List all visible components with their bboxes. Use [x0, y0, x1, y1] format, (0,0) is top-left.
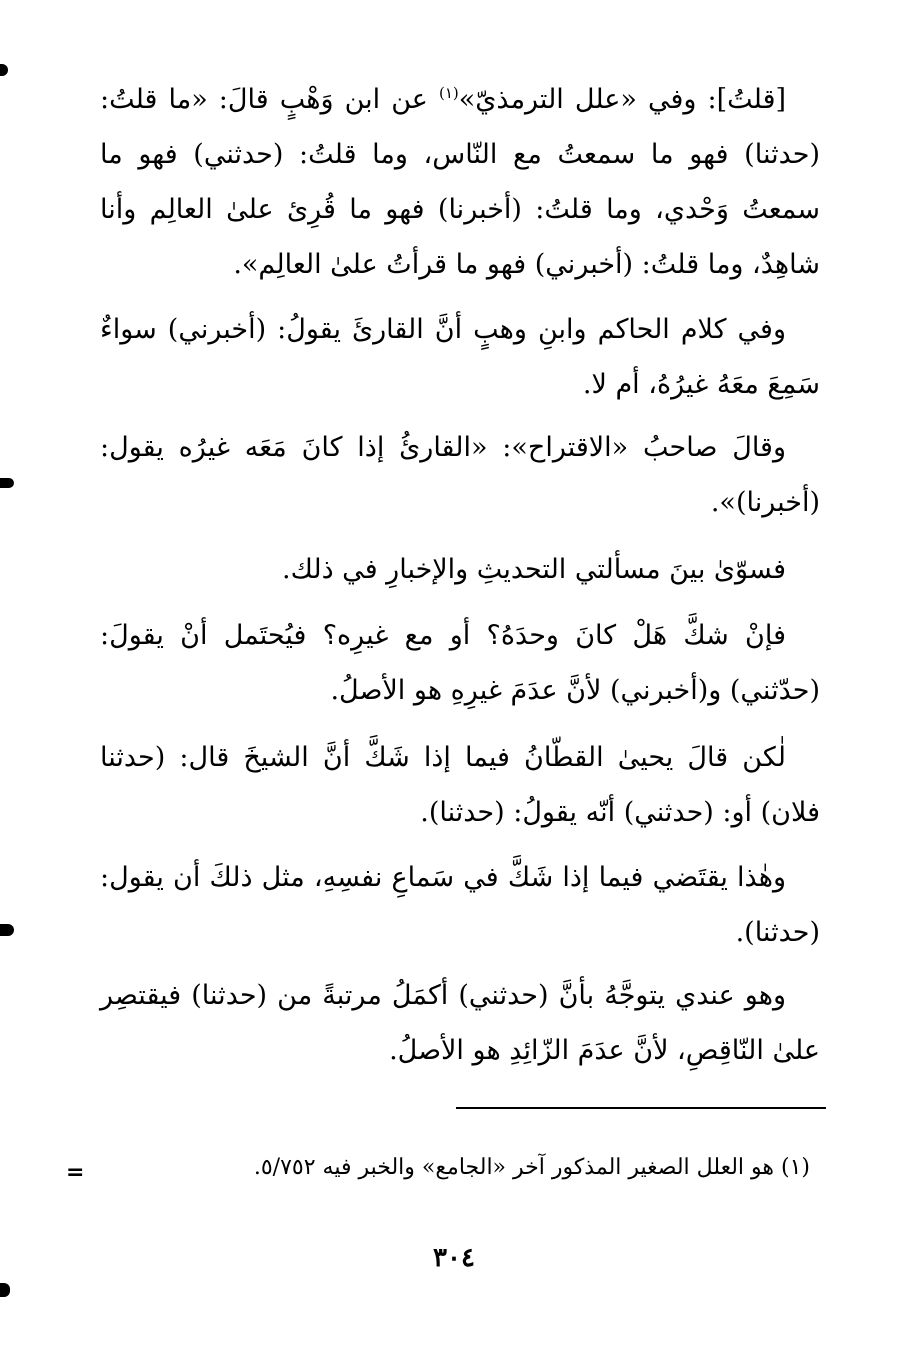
- main-text-4: [100, 542, 820, 597]
- main-text-3: [100, 420, 820, 530]
- page-number: ٣٠٤: [433, 1243, 475, 1273]
- paragraph-conclusion: وهو عندي يتوجَّهُ بأنَّ (حدثني) أكمَلُ مرتبةً من (حدثنا) فيقتصِر علىٰ النّاقِصِ، لأنَّ عدَمَ الزّائِدِ هو الأصلُ.: [100, 980, 820, 1066]
- paragraph-hakim: وفي كلام الحاكم وابنِ وهبٍ أنَّ القارئَ يقولُ: (أخبرني) سواءٌ سَمِعَ معَهُ غيرُهُ، أم لا.: [100, 314, 820, 400]
- side-equals-mark: =: [66, 1160, 85, 1185]
- footnote-marker: (١): [438, 84, 459, 102]
- footnote: (١) هو العلل الصغير المذكور آخر «الجامع» والخبر فيه ٥/٧٥٢.: [253, 1155, 810, 1180]
- main-text-2: [100, 302, 820, 412]
- paragraph-1-rest: عن ابن وَهْبٍ قالَ: «ما قلتُ: (حدثنا) فهو ما سمعتُ مع النّاس، وما قلتُ: (حدثني) فهو ما سمعتُ وَحْدي، وما قلتُ: (أخبرنا) فهو ما قُرِئ علىٰ العالِم وأنا شاهِدٌ، وما قلتُ: (أخبرني) فهو ما قرأتُ علىٰ العالِم».: [100, 84, 820, 280]
- paragraph-taswiya: فسوّىٰ بينَ مسألتي التحديثِ والإخبارِ في ذلك.: [282, 554, 786, 585]
- main-text-6: [100, 730, 820, 840]
- scan-edge-mark-lower: [0, 924, 14, 936]
- paragraph-iqtirah: وقالَ صاحبُ «الاقتراح»: «القارئُ إذا كانَ مَعَه غيرُه يقول: (أخبرنا)».: [100, 432, 820, 518]
- main-text: [100, 72, 820, 292]
- main-text-5: [100, 608, 820, 718]
- main-text-7: [100, 850, 820, 960]
- main-text-8: [100, 968, 820, 1078]
- scan-edge-mark-middle: [0, 478, 14, 488]
- paragraph-tirmidhi-quote: [100, 72, 820, 292]
- paragraph-own-hearing: وهٰذا يقتَضي فيما إذا شَكَّ في سَماعِ نفسِهِ، مثل ذلكَ أن يقول: (حدثنا).: [100, 862, 820, 948]
- footnote-separator: [456, 1107, 826, 1109]
- scan-edge-mark-bottom: [0, 1283, 10, 1297]
- paragraph-1-start: [قلتُ]: وفي «علل الترمذيّ»: [458, 84, 787, 115]
- scan-edge-mark-top: [0, 64, 8, 76]
- paragraph-doubt: فإنْ شكَّ هَلْ كانَ وحدَهُ؟ أو مع غيرِه؟ فيُحتَمل أنْ يقولَ: (حدّثني) و(أخبرني) لأنَّ عدَمَ غيرِهِ هو الأصلُ.: [100, 620, 820, 706]
- paragraph-qattan: لٰكن قالَ يحيىٰ القطّانُ فيما إذا شَكَّ أنَّ الشيخَ قال: (حدثنا فلان) أو: (حدثني) أنّه يقولُ: (حدثنا).: [100, 742, 820, 828]
